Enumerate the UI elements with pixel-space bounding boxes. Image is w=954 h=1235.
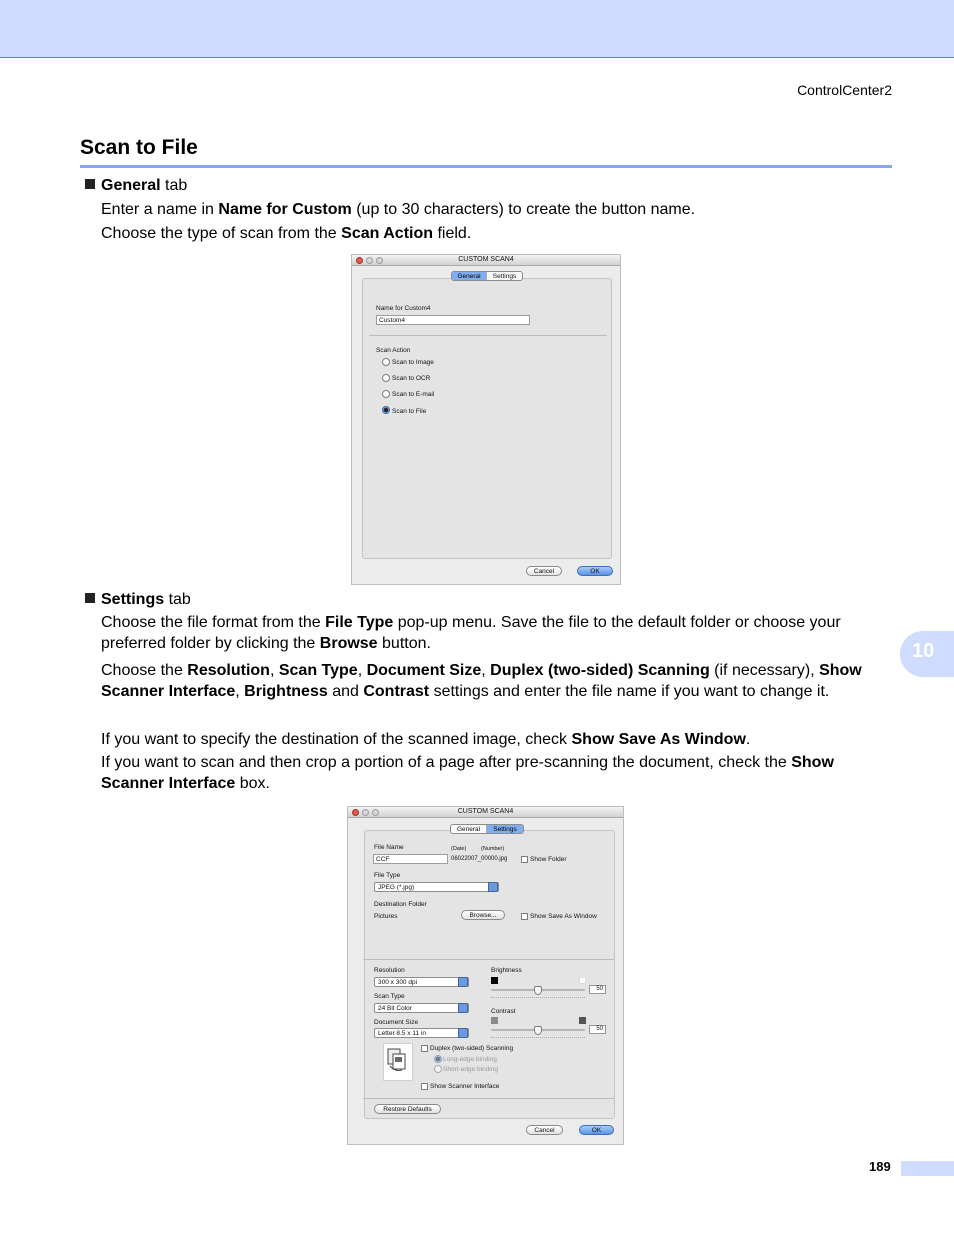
date-label: (Date): [451, 846, 467, 852]
document-size-select[interactable]: Letter 8.5 x 11 in: [374, 1028, 469, 1038]
option-scan-to-ocr: Scan to OCR: [392, 375, 431, 382]
title-rule: [80, 165, 892, 168]
contrast-label: Contrast: [491, 1008, 516, 1015]
contrast-slider-knob[interactable]: [534, 1026, 542, 1035]
file-type-select[interactable]: JPEG (*.jpg): [374, 882, 499, 892]
tab-general[interactable]: General: [451, 825, 487, 833]
contrast-low-swatch: [491, 1017, 498, 1024]
settings-tab-heading: Settings tab: [85, 591, 191, 609]
dialog-title: CUSTOM SCAN4: [458, 256, 514, 263]
separator: [363, 959, 614, 960]
scan-type-select[interactable]: 24 Bit Color: [374, 1003, 469, 1013]
resolution-select[interactable]: 300 x 300 dpi: [374, 977, 469, 987]
settings-paragraph-3: If you want to specify the destination of the scanned image, check Show Save As Window.: [101, 731, 751, 748]
option-scan-to-email: Scan to E-mail: [392, 391, 435, 398]
file-name-input[interactable]: CCF: [373, 854, 448, 864]
ok-button[interactable]: OK: [577, 566, 613, 576]
show-save-as-checkbox[interactable]: [521, 913, 528, 920]
scan-type-label: Scan Type: [374, 993, 405, 1000]
destination-folder-label: Destination Folder: [374, 901, 427, 908]
tab-general[interactable]: General: [452, 272, 487, 280]
contrast-high-swatch: [579, 1017, 586, 1024]
custom-scan-dialog-settings: [347, 806, 624, 1145]
file-name-suffix: 06022007_00000.jpg: [451, 856, 508, 862]
contrast-ticks: [491, 1037, 585, 1038]
show-folder-label: Show Folder: [530, 856, 567, 863]
chevron-updown-icon: [458, 1003, 468, 1013]
settings-paragraph-2: Choose the Resolution, Scan Type, Document Size, Duplex (two-sided) Scanning (if necessary), Show Scanner Interface, Brightness and Contrast settings and enter the file name if you want to change it.: [101, 662, 862, 700]
number-label: (Number): [481, 846, 505, 852]
show-scanner-interface-checkbox[interactable]: [421, 1083, 428, 1090]
separator: [369, 335, 607, 336]
dialog-titlebar: [352, 255, 620, 266]
dialog-title: CUSTOM SCAN4: [457, 808, 514, 815]
header-band: [0, 0, 954, 58]
scan-action-label: Scan Action: [376, 347, 411, 354]
file-name-label: File Name: [374, 844, 404, 851]
resolution-label: Resolution: [374, 967, 405, 974]
name-for-custom-label: Name for Custom4: [376, 305, 431, 312]
general-line-1: Enter a name in Name for Custom (up to 30 characters) to create the button name.: [101, 201, 696, 218]
tab-settings[interactable]: Settings: [487, 825, 523, 833]
cancel-button[interactable]: Cancel: [526, 1125, 563, 1135]
page-number: 189: [869, 1159, 891, 1174]
settings-paragraph-4: If you want to scan and then crop a portion of a page after pre-scanning the document, check the Show Scanner Interface box.: [101, 754, 834, 792]
radio-long-edge[interactable]: [434, 1055, 442, 1063]
document-size-label: Document Size: [374, 1019, 419, 1026]
long-edge-label: Long-edge binding: [443, 1056, 497, 1063]
general-pane: [362, 278, 612, 559]
cancel-button[interactable]: Cancel: [526, 566, 562, 576]
chevron-updown-icon: [458, 1028, 468, 1038]
brightness-value[interactable]: 50: [589, 985, 606, 994]
chevron-updown-icon: [488, 882, 498, 892]
settings-pane: [364, 830, 615, 1119]
radio-scan-to-email[interactable]: [382, 390, 390, 398]
dialog-tabs: [450, 824, 524, 834]
brightness-dark-swatch: [491, 977, 498, 984]
restore-defaults-button[interactable]: Restore Defaults: [374, 1104, 441, 1114]
general-tab-heading: General tab: [85, 177, 187, 195]
short-edge-label: Short-edge binding: [443, 1066, 498, 1073]
chevron-updown-icon: [458, 977, 468, 987]
browse-button[interactable]: Browse...: [461, 910, 505, 920]
show-save-as-label: Show Save As Window: [530, 913, 597, 920]
brightness-light-swatch: [579, 977, 586, 984]
chapter-number: 10: [912, 640, 935, 662]
section-title: Scan to File: [80, 136, 198, 159]
custom-scan-dialog-general: [351, 254, 621, 585]
brightness-slider-knob[interactable]: [534, 986, 542, 995]
show-scanner-interface-label: Show Scanner Interface: [430, 1083, 500, 1090]
brightness-ticks: [491, 997, 585, 998]
dialog-tabs: [451, 271, 523, 281]
option-scan-to-image: Scan to Image: [392, 359, 434, 366]
show-folder-checkbox[interactable]: [521, 856, 528, 863]
radio-scan-to-file[interactable]: [382, 406, 390, 414]
tab-settings[interactable]: Settings: [492, 272, 517, 280]
brightness-label: Brightness: [491, 967, 522, 974]
file-type-label: File Type: [374, 872, 401, 879]
bullet-square-icon: [85, 179, 95, 189]
radio-scan-to-image[interactable]: [382, 358, 390, 366]
dialog-titlebar: [348, 807, 623, 818]
settings-paragraph-1: Choose the file format from the File Type pop-up menu. Save the file to the default folder or choose your preferred folder by clicking the Browse button.: [101, 614, 841, 652]
running-head: ControlCenter2: [797, 82, 892, 98]
name-for-custom-input[interactable]: Custom4: [376, 315, 530, 325]
duplex-document-icon: [383, 1043, 413, 1081]
radio-short-edge[interactable]: [434, 1065, 442, 1073]
separator: [363, 1098, 614, 1099]
option-scan-to-file: Scan to File: [392, 408, 427, 415]
chapter-tab: [900, 631, 954, 677]
duplex-pages-icon: [384, 1044, 412, 1080]
duplex-checkbox[interactable]: [421, 1045, 428, 1052]
ok-button[interactable]: OK: [579, 1125, 614, 1135]
radio-scan-to-ocr[interactable]: [382, 374, 390, 382]
duplex-label: Duplex (two-sided) Scanning: [430, 1045, 514, 1052]
general-line-2: Choose the type of scan from the Scan Action field.: [101, 225, 472, 242]
destination-folder-value: Pictures: [374, 913, 398, 920]
contrast-value[interactable]: 50: [589, 1025, 606, 1034]
footer-band: [901, 1161, 954, 1176]
bullet-square-icon: [85, 593, 95, 603]
